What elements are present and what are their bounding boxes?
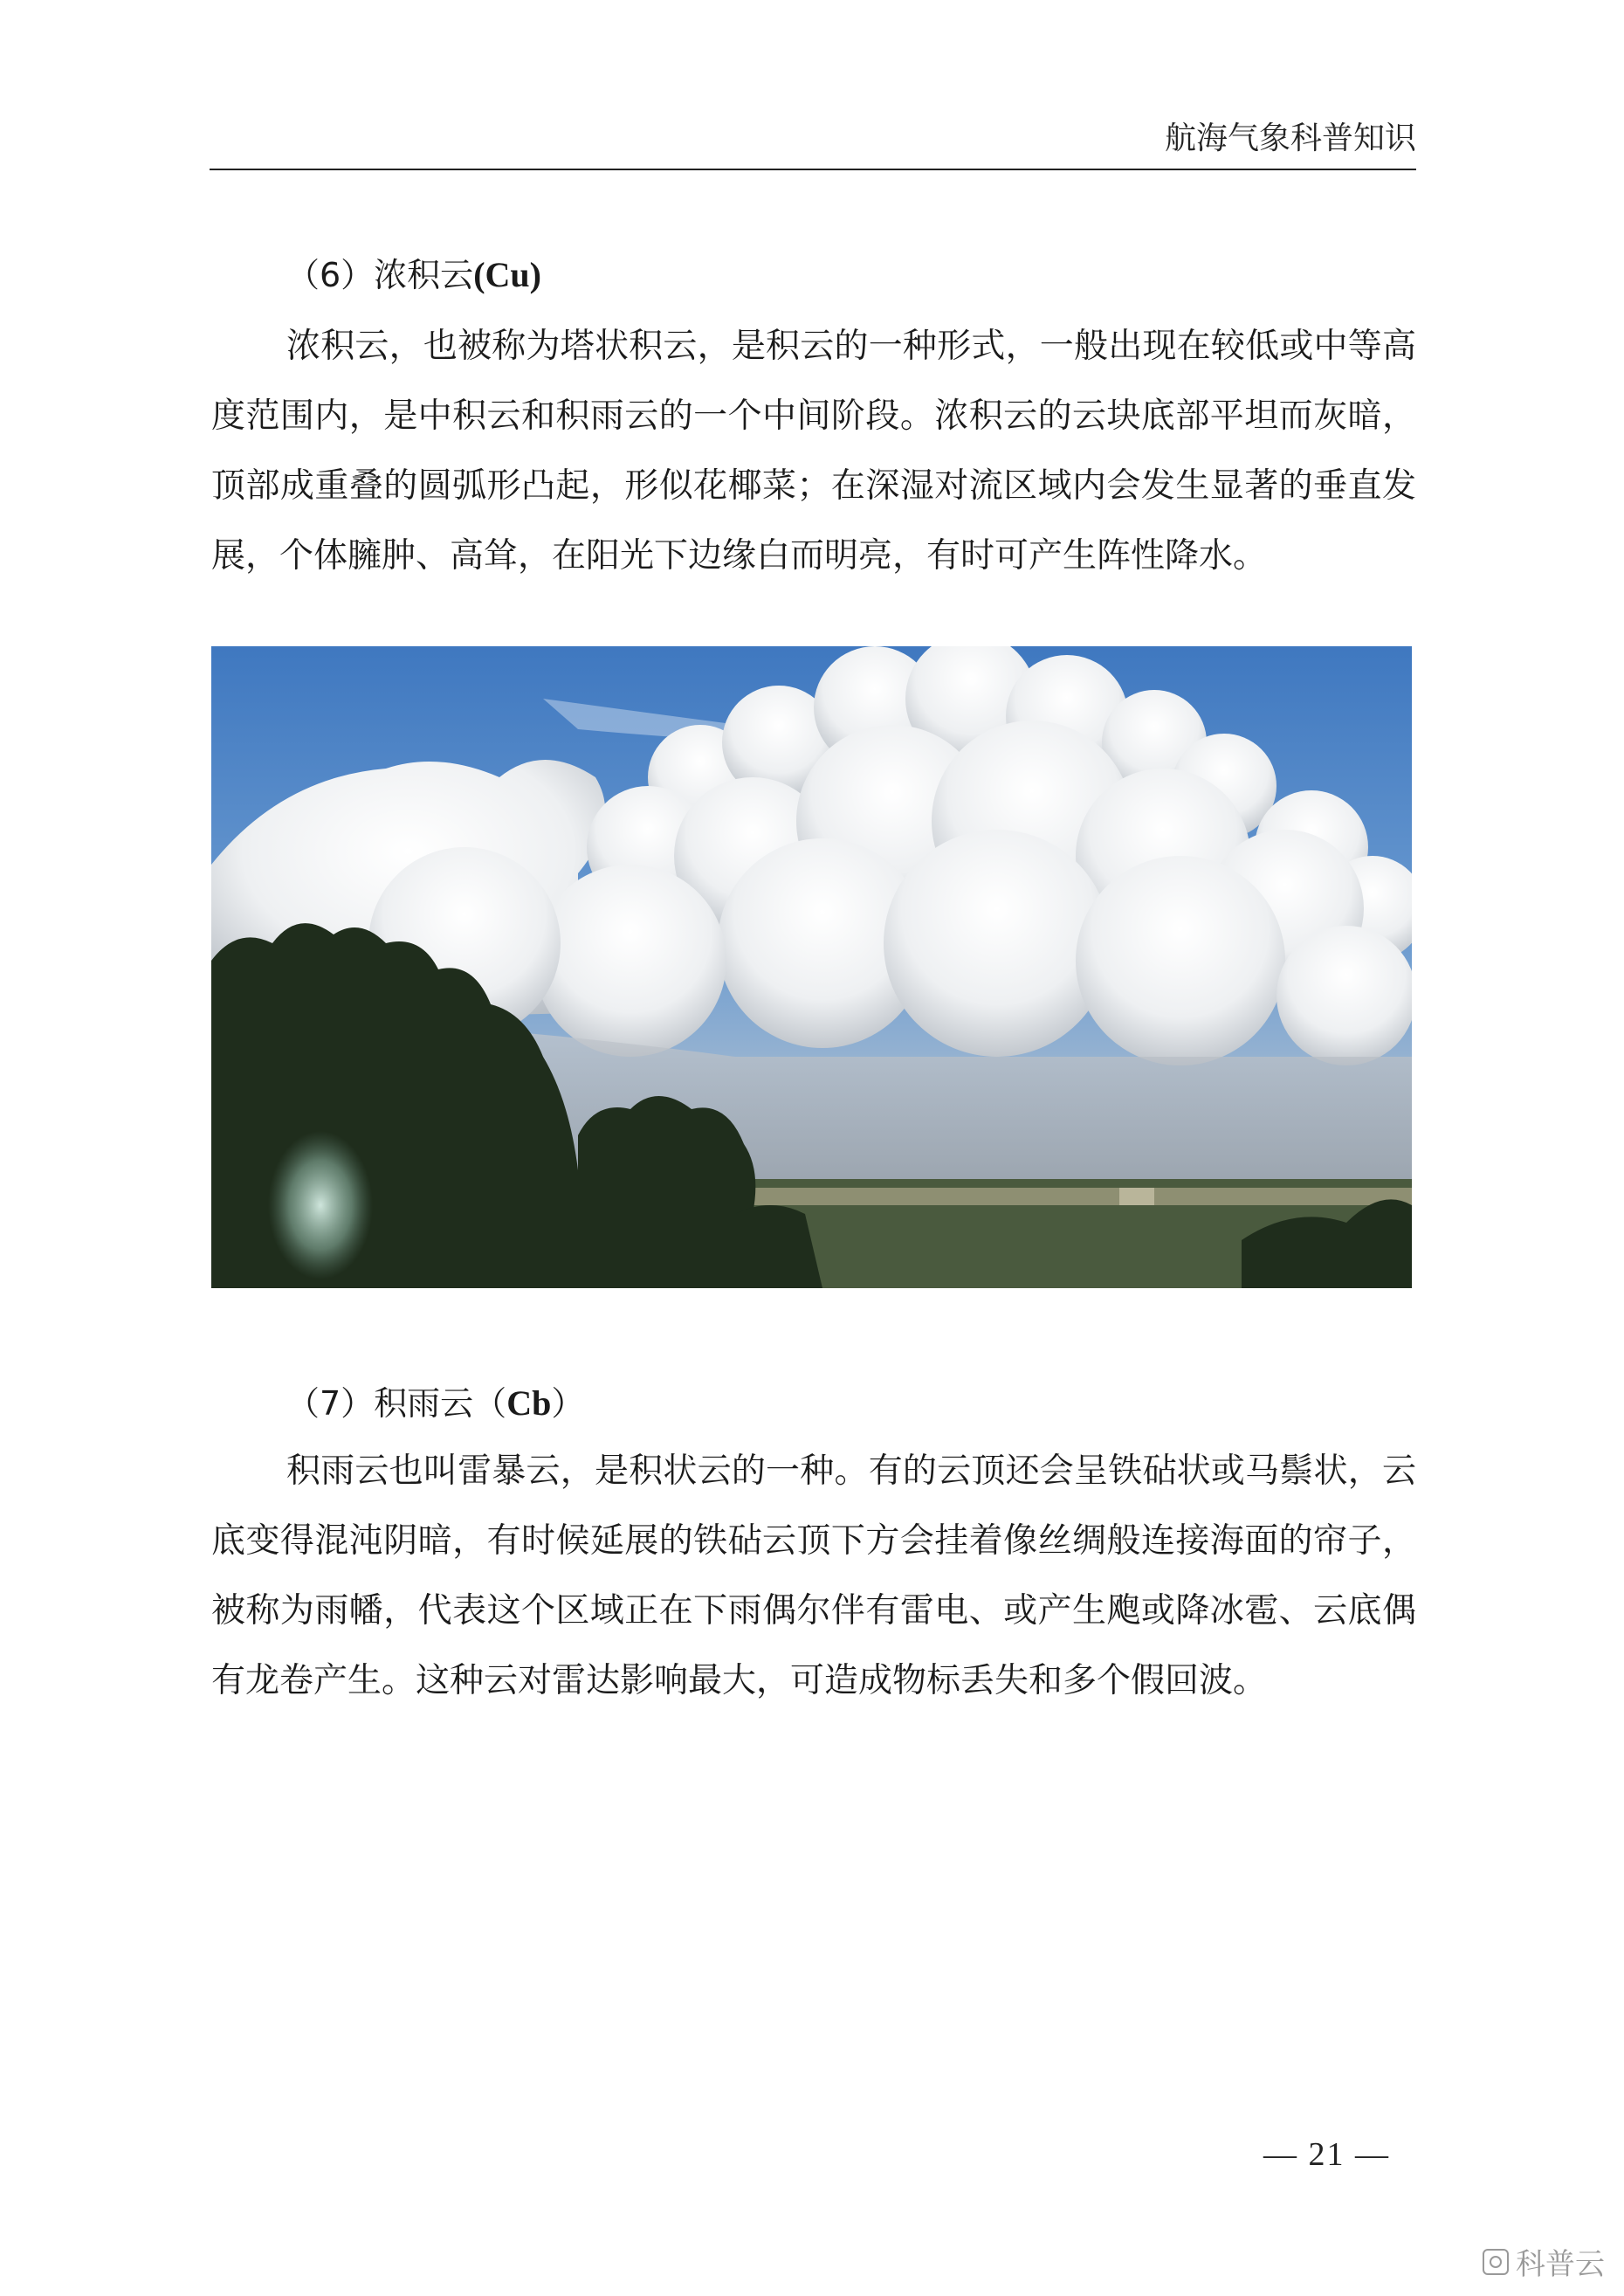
section-7-heading xyxy=(286,1382,584,1425)
section-6-heading-text: （6）浓积云 xyxy=(286,256,474,294)
section-6-heading xyxy=(286,253,541,297)
watermark-logo-icon xyxy=(1483,2249,1509,2275)
section-7-body: 积雨云也叫雷暴云，是积状云的一种。有的云顶还会呈铁砧状或马鬃状，云底变得混沌阴暗，有时候延展的铁砧云顶下方会挂着像丝绸般连接海面的帘子，被称为雨幡，代表这个区域正在下雨偶尔伴有雷电、或产生飑或降冰雹、云底偶有龙卷产生。这种云对雷达影响最大，可造成物标丢失和多个假回波。 xyxy=(211,1451,1416,1700)
page-number: — 21 — xyxy=(1263,2136,1390,2173)
watermark-text: 科普云 xyxy=(1516,2247,1605,2282)
running-header: 航海气象科普知识 xyxy=(1164,121,1416,156)
section-6-body: 浓积云，也被称为塔状积云，是积云的一种形式，一般出现在较低或中等高度范围内，是中积云和积雨云的一个中间阶段。浓积云的云块底部平坦而灰暗，顶部成重叠的圆弧形凸起，形似花椰菜；在深湿对流区域内会发生显著的垂直发展，个体臃肿、高耸，在阳光下边缘白而明亮，有时可产生阵性降水。 xyxy=(211,327,1416,576)
section-7-heading-close: ） xyxy=(551,1384,585,1423)
watermark xyxy=(1483,2240,1605,2283)
section-6-heading-code: (Cu) xyxy=(473,255,541,294)
section-7-heading-code: Cb xyxy=(506,1383,552,1423)
section-7-heading-text: （7）积雨云（ xyxy=(286,1384,507,1423)
header-rule xyxy=(210,169,1416,170)
cumulus-photo xyxy=(211,646,1412,1288)
